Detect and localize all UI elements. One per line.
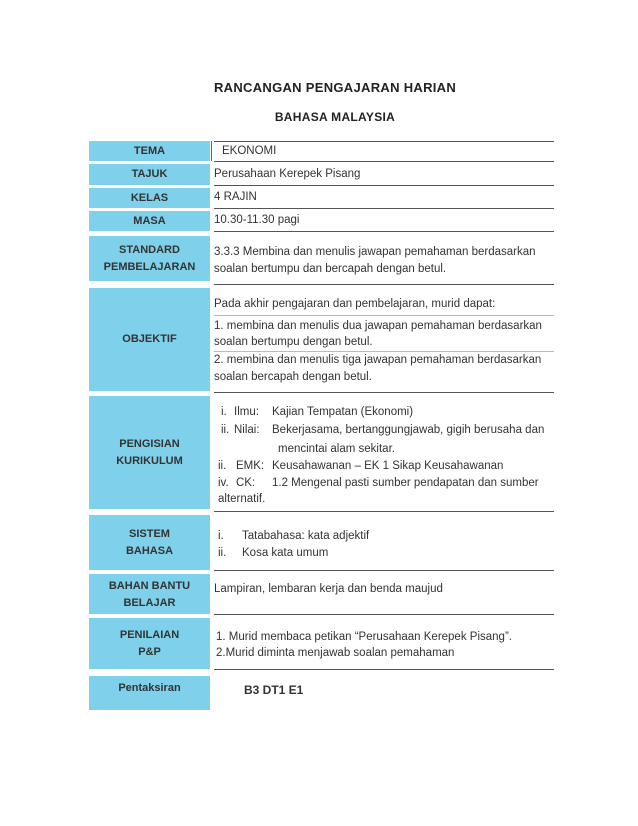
label-tema <box>89 141 210 161</box>
divider <box>214 511 554 512</box>
pengisian-emk <box>218 458 558 475</box>
label-penilaian-line1: PENILAIAN <box>119 628 180 641</box>
pengisian-emk-num: ii. <box>218 460 227 472</box>
pengisian-nilai-key: Nilai: <box>234 424 260 436</box>
label-standard-line1: STANDARD <box>119 243 180 256</box>
label-penilaian-line2: P&P <box>138 645 161 658</box>
label-masa <box>89 211 210 231</box>
pengisian-nilai-val: Bekerjasama, bertanggungjawab, gigih berusaha dan <box>272 424 545 436</box>
label-sistem-bahasa <box>89 515 210 570</box>
document-title: RANCANGAN PENGAJARAN HARIAN <box>213 80 457 95</box>
value-tajuk: Perusahaan Kerepek Pisang <box>214 168 361 180</box>
divider <box>214 614 554 615</box>
divider <box>214 161 554 162</box>
pengisian-ck-num: iv. <box>218 477 229 489</box>
sistem-item2 <box>218 545 558 562</box>
value-kelas: 4 RAJIN <box>214 191 257 203</box>
value-bahan: Lampiran, lembaran kerja dan benda maujud <box>214 583 443 595</box>
objektif-item1-line2: soalan bertumpu dengan betul. <box>214 336 373 348</box>
pengisian-ck <box>218 475 558 492</box>
objektif-item1-line1: 1. membina dan menulis dua jawapan pemahaman berdasarkan <box>214 320 542 332</box>
label-bahan-bantu-belajar <box>89 574 210 614</box>
pengisian-emk-key: EMK: <box>236 460 265 472</box>
value-standard-line2: soalan bertumpu dan bercapah dengan betul. <box>214 263 447 275</box>
pengisian-ck-val2: alternatif. <box>218 493 266 505</box>
objektif-item2-line1: 2. membina dan menulis tiga jawapan pemahaman berdasarkan <box>214 354 542 366</box>
pengisian-nilai-val2: mencintai alam sekitar. <box>278 443 395 455</box>
label-pengisian-line1: PENGISIAN <box>119 437 180 450</box>
label-standard-pembelajaran <box>89 236 210 281</box>
objektif-item2-line2: soalan bercapah dengan betul. <box>214 371 372 383</box>
divider <box>214 185 554 186</box>
value-masa: 10.30-11.30 pagi <box>214 214 300 226</box>
pengisian-nilai <box>221 422 561 439</box>
label-pentaksiran <box>89 676 210 710</box>
pengisian-ilmu-key: Ilmu: <box>234 406 259 418</box>
label-bahan-line1: BAHAN BANTU <box>108 580 191 592</box>
label-tema-text: TEMA <box>133 144 166 157</box>
value-pentaksiran: B3 DT1 E1 <box>244 683 304 697</box>
document-subtitle: BAHASA MALAYSIA <box>274 110 396 124</box>
divider <box>214 141 554 142</box>
penilaian-line2: 2.Murid diminta menjawab soalan pemahaman <box>216 647 455 659</box>
label-pentaksiran-text: Pentaksiran <box>118 682 181 694</box>
label-objektif <box>89 288 210 391</box>
pengisian-emk-val: Keusahawanan – EK 1 Sikap Keusahawanan <box>272 460 504 472</box>
label-tajuk-text: TAJUK <box>131 168 168 180</box>
divider <box>214 284 554 285</box>
label-tajuk <box>89 164 210 185</box>
sistem-item1-num: i. <box>218 530 224 542</box>
divider <box>214 315 554 316</box>
label-standard-line2: PEMBELAJARAN <box>103 260 196 273</box>
value-tema: EKONOMI <box>222 145 277 157</box>
value-standard-line1: 3.3.3 Membina dan menulis jawapan pemahaman berdasarkan <box>214 246 536 258</box>
label-sistem-line1: SISTEM <box>129 527 170 540</box>
pengisian-nilai-num: ii. <box>221 424 230 436</box>
divider <box>211 141 212 161</box>
label-pengisian-line2: KURIKULUM <box>116 454 183 467</box>
label-sistem-line2: BAHASA <box>125 544 174 557</box>
sistem-item1-text: Tatabahasa: kata adjektif <box>242 530 370 542</box>
label-kelas <box>89 188 210 208</box>
pengisian-ilmu-num: i. <box>221 406 227 418</box>
sistem-item2-text: Kosa kata umum <box>242 547 329 559</box>
divider <box>214 570 554 571</box>
divider <box>214 669 554 670</box>
divider <box>214 392 554 393</box>
pengisian-ck-key: CK: <box>236 477 256 489</box>
divider <box>214 208 554 209</box>
pengisian-ilmu-val: Kajian Tempatan (Ekonomi) <box>272 406 414 418</box>
label-objektif-text: OBJEKTIF <box>122 333 177 345</box>
label-kelas-text: KELAS <box>130 191 169 204</box>
sistem-item1 <box>218 528 558 545</box>
sistem-item2-num: ii. <box>218 547 227 559</box>
objektif-intro: Pada akhir pengajaran dan pembelajaran, murid dapat: <box>214 298 496 310</box>
pengisian-ilmu <box>221 404 561 421</box>
label-bahan-line2: BELAJAR <box>123 597 176 609</box>
divider <box>214 231 554 232</box>
label-pengisian-kurikulum <box>89 396 210 509</box>
label-masa-text: MASA <box>133 214 166 227</box>
penilaian-line1: 1. Murid membaca petikan “Perusahaan Kerepek Pisang”. <box>216 631 512 643</box>
label-penilaian <box>89 618 210 669</box>
pengisian-ck-val: 1.2 Mengenal pasti sumber pendapatan dan sumber <box>272 477 539 489</box>
